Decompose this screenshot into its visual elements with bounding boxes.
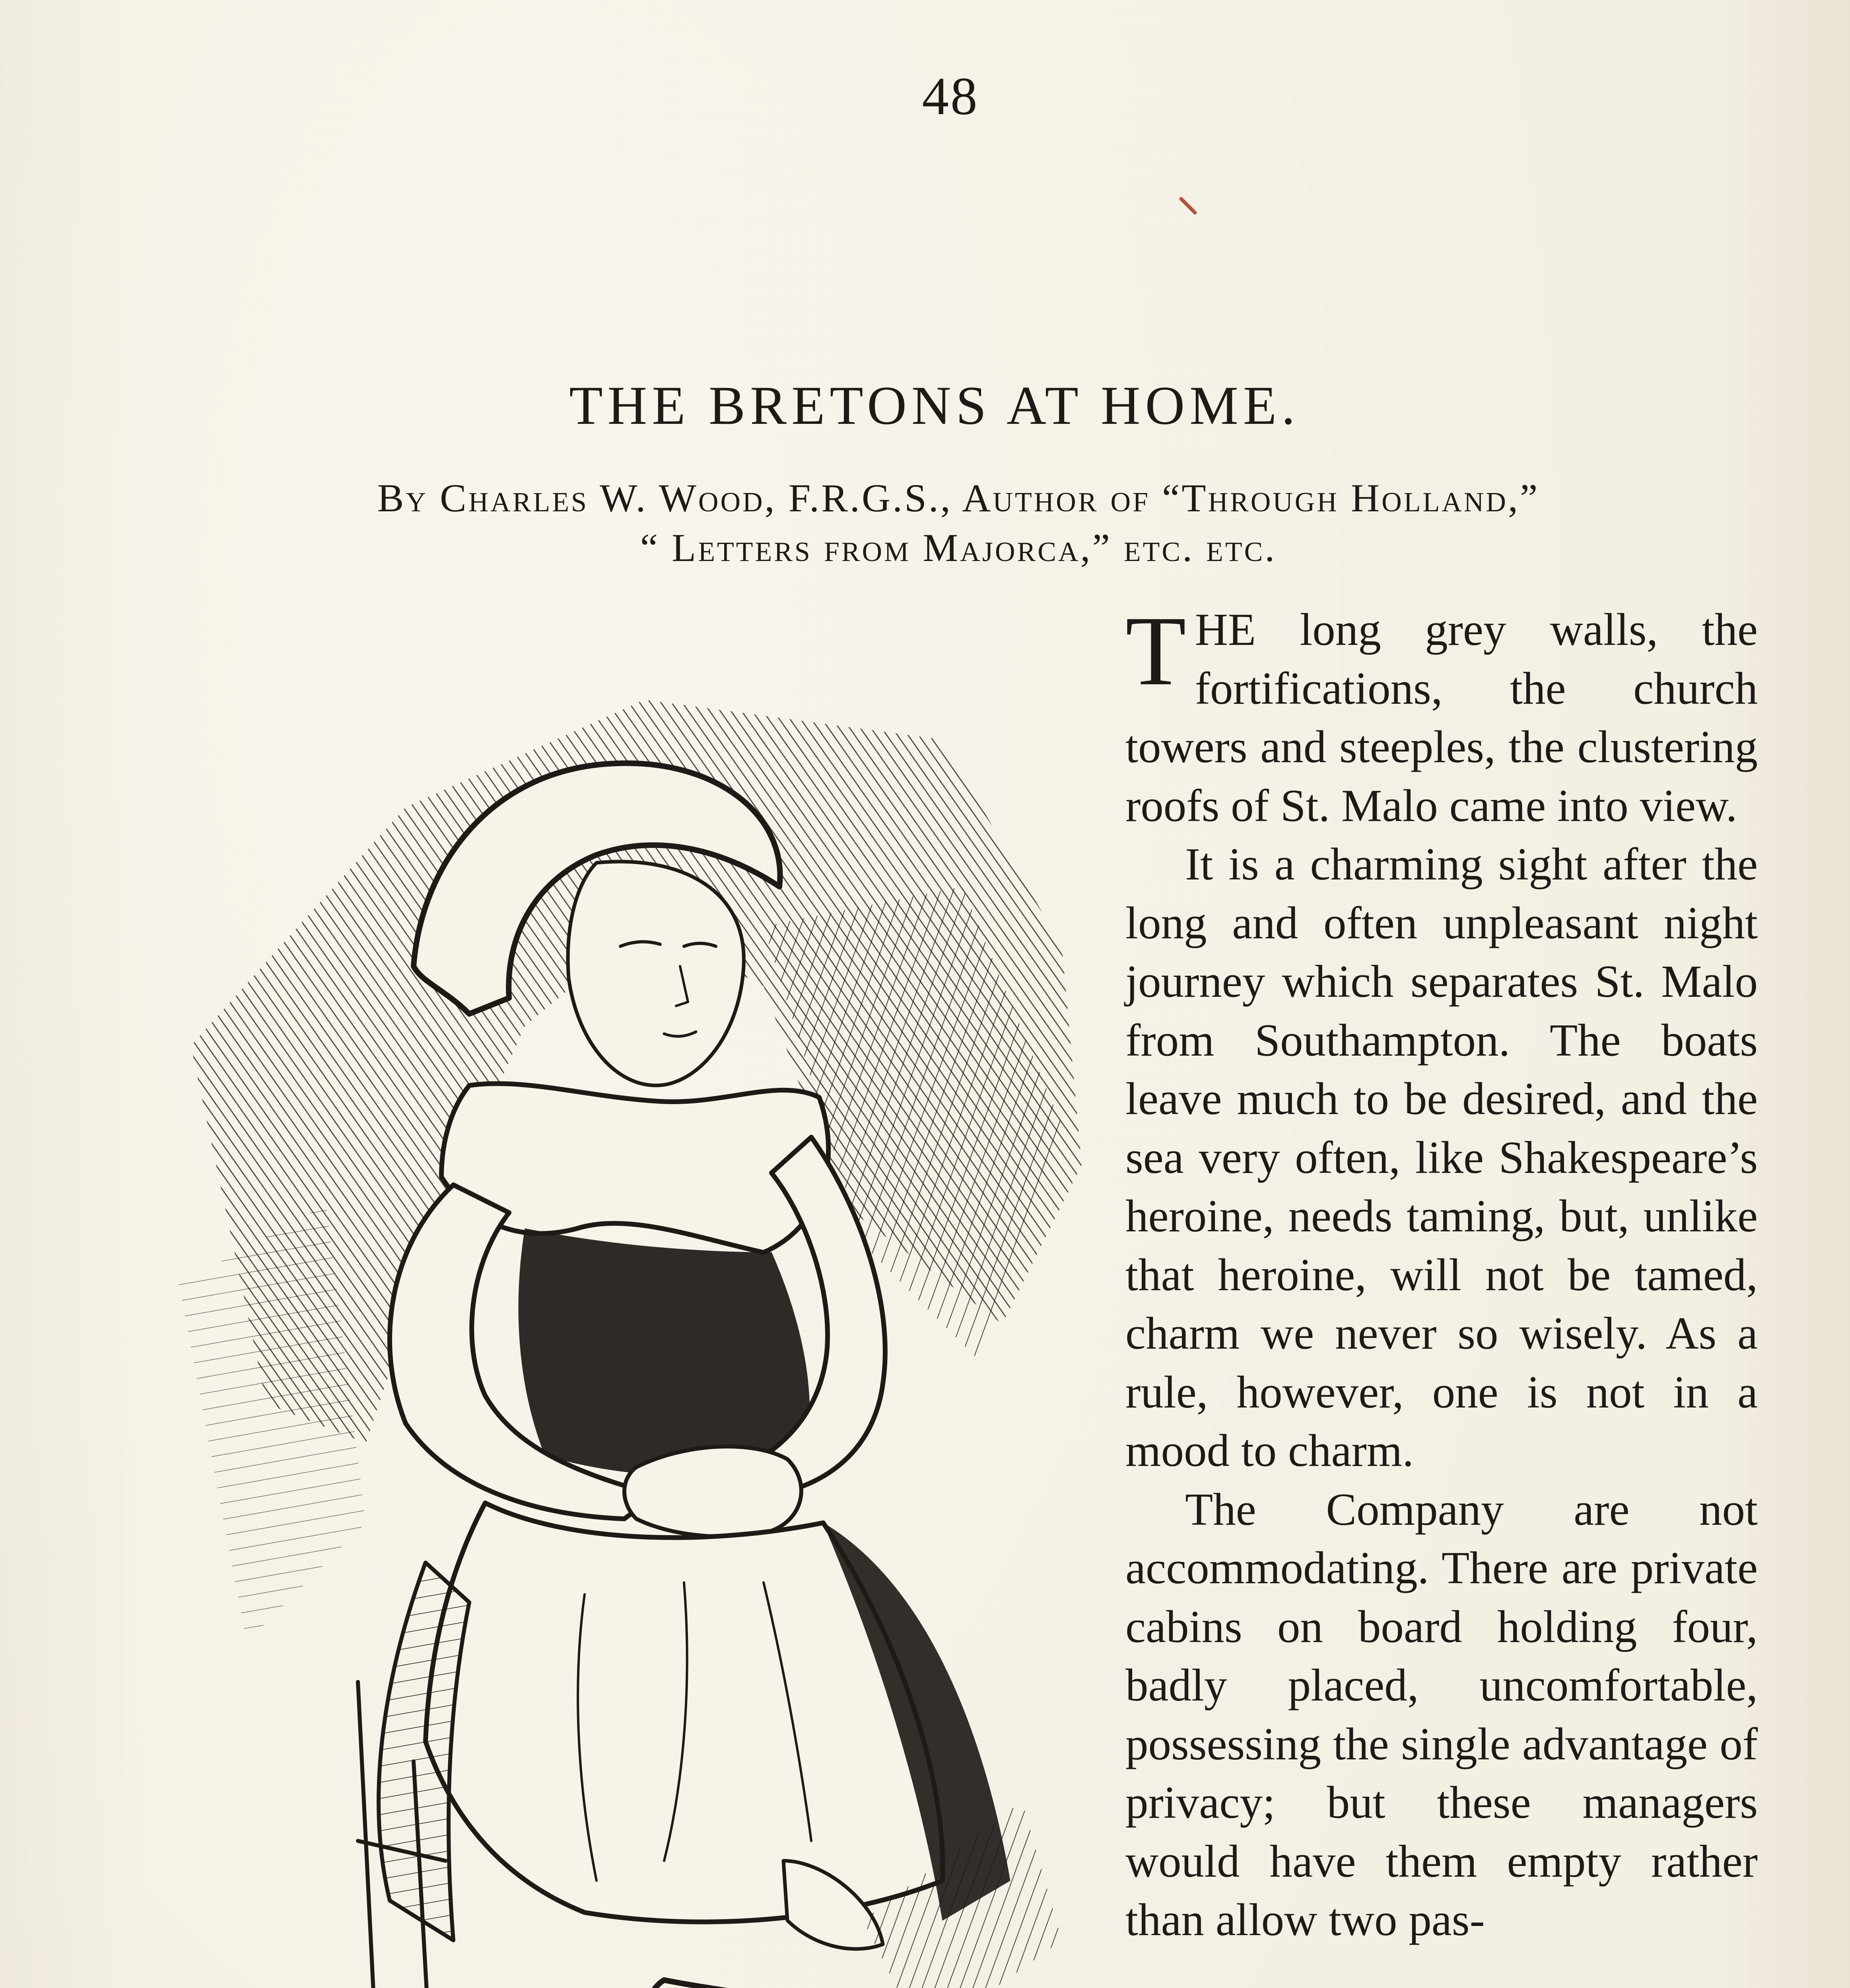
byline-line-2: “ Letters from Majorca,” etc. etc.	[640, 526, 1277, 570]
article-title: THE BRETONS AT HOME.	[569, 375, 1300, 436]
hands	[624, 1446, 801, 1536]
paragraph-1	[1125, 596, 1758, 835]
byline-line-1: By Charles W. Wood, F.R.G.S., Author of “Through Holland,”	[377, 476, 1540, 520]
wooden-shoe	[646, 1980, 894, 1988]
breton-maiden-illustration	[167, 608, 1121, 1988]
bodice	[519, 1229, 810, 1476]
paragraph-2: It is a charming sight after the long and often unpleasant night journey which separates St. Malo from Southampton. The boats leave much to be desired, and the sea very often, like Shakespeare’s heroine, needs taming, but, unlike that heroine, will not be tamed, charm we never so wisely. As a rule, however, one is not in a mood to charm.	[1125, 839, 1758, 1476]
article-byline	[151, 473, 1766, 573]
page-number: 48	[922, 67, 979, 126]
paragraph-1-text: HE long grey walls, the fortifications, the church towers and steeples, the clustering roofs of St. Malo came into view.	[1125, 604, 1758, 831]
paragraph-3-start: The Company are not accommodating. There are private cabins on board holding four, badly placed, uncomfortable, possessing the single advantage of privacy; but these managers would have them empty rather than allow two pas-	[1125, 1484, 1758, 1945]
margin-mark-top	[1177, 195, 1201, 219]
face	[568, 862, 744, 1085]
drop-cap: T	[1125, 596, 1186, 706]
body-column-text	[1125, 596, 1758, 1949]
